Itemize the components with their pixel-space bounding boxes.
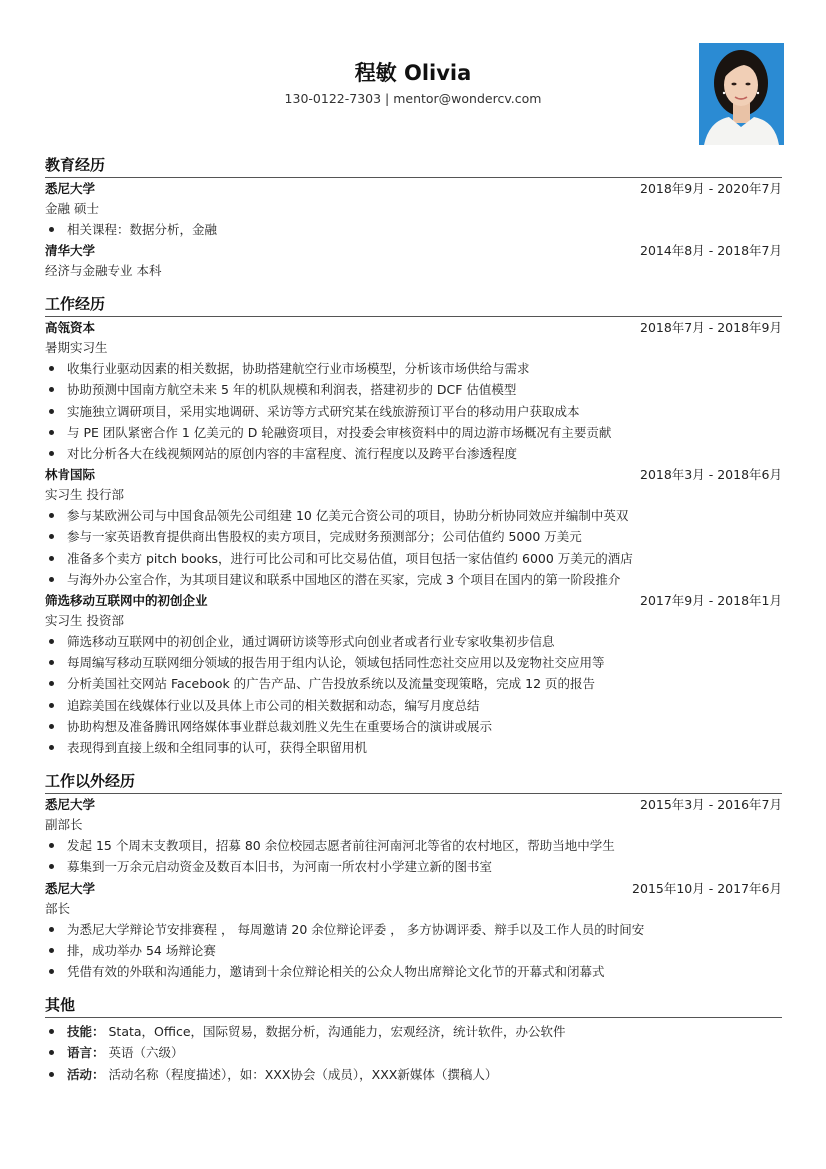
item-key: 活动： [67, 1066, 105, 1082]
list-item: 筛选移动互联网中的初创企业，通过调研访谈等形式向创业者或者行业专家收集初步信息 [45, 631, 782, 652]
company-name: 筛选移动互联网中的初创企业 [45, 593, 208, 609]
date-range: 2015年10月 - 2017年6月 [632, 880, 782, 896]
date-range: 2017年9月 - 2018年1月 [640, 593, 782, 609]
section-title: 工作经历 [45, 293, 782, 317]
bullet-list [45, 219, 782, 240]
activities-item [45, 1064, 782, 1085]
education-section [45, 154, 782, 281]
resume-content [45, 150, 782, 1085]
list-item: 追踪美国在线媒体行业以及具体上市公司的相关数据和动态，编写月度总结 [45, 695, 782, 716]
candidate-name: 程敏 Olivia [354, 61, 472, 85]
school-name: 清华大学 [45, 243, 96, 259]
other-list [45, 1021, 782, 1085]
work-entry [45, 317, 782, 464]
list-item: 与海外办公室合作，为其项目建议和联系中国地区的潜在买家，完成 3 个项目在国内的第一阶段推介 [45, 569, 782, 590]
profile-photo [699, 43, 784, 145]
list-item: 与 PE 团队紧密合作 1 亿美元的 D 轮融资项目，对投委会审核资料中的周边游市场概况有主要贡献 [45, 422, 782, 443]
extracurricular-section [45, 770, 782, 982]
organization-name: 悉尼大学 [45, 797, 96, 813]
position-title: 副部长 [45, 817, 83, 833]
date-range: 2018年9月 - 2020年7月 [640, 181, 782, 196]
degree: 金融 硕士 [45, 201, 99, 216]
organization-name: 悉尼大学 [45, 880, 96, 896]
item-key: 技能： [67, 1024, 105, 1040]
work-entry [45, 590, 782, 758]
list-item: 参与一家英语教育提供商出售股权的卖方项目，完成财务预测部分；公司估值约 5000 万美元 [45, 526, 782, 547]
list-item: 每周编写移动互联网细分领域的报告用于组内认论，领域包括同性恋社交应用以及宠物社交应用等 [45, 652, 782, 673]
item-key: 语言： [67, 1045, 105, 1061]
list-item: 相关课程：数据分析，金融 [45, 219, 782, 240]
bullet-list [45, 835, 782, 877]
skills-item [45, 1021, 782, 1042]
company-name: 林肯国际 [45, 467, 96, 483]
date-range: 2018年7月 - 2018年9月 [640, 320, 782, 336]
job-title: 实习生 投资部 [45, 613, 124, 629]
degree: 经济与金融专业 本科 [45, 263, 162, 279]
list-item: 为悉尼大学辩论节安排赛程 ， 每周邀请 20 余位辩论评委 ， 多方协调评委、辩手以及工作人员的时间安 [45, 919, 782, 940]
bullet-list [45, 505, 782, 590]
bullet-list [45, 358, 782, 464]
company-name: 高瓴资本 [45, 320, 96, 336]
section-title: 工作以外经历 [45, 770, 782, 794]
list-item: 表现得到直接上级和全组同事的认可，获得全职留用机 [45, 737, 782, 758]
list-item: 凭借有效的外联和沟通能力，邀请到十余位辩论相关的公众人物出席辩论文化节的开幕式和闭幕式 [45, 961, 782, 982]
education-entry [45, 240, 782, 281]
extracurricular-entry [45, 878, 782, 983]
list-item: 收集行业驱动因素的相关数据，协助搭建航空行业市场模型，分析该市场供给与需求 [45, 358, 782, 379]
work-entry [45, 464, 782, 590]
item-value: Stata，Office，国际贸易，数据分析，沟通能力，宏观经济，统计软件，办公软件 [104, 1024, 566, 1040]
list-item: 分析美国社交网站 Facebook 的广告产品、广告投放系统以及流量变现策略，完成 12 页的报告 [45, 673, 782, 694]
list-item: 排，成功举办 54 场辩论赛 [45, 940, 782, 961]
date-range: 2014年8月 - 2018年7月 [640, 243, 782, 259]
job-title: 实习生 投行部 [45, 487, 124, 503]
education-entry [45, 178, 782, 240]
extracurricular-entry [45, 794, 782, 877]
job-title: 暑期实习生 [45, 340, 108, 356]
bullet-list [45, 631, 782, 758]
list-item: 准备多个卖方 pitch books，进行可比公司和可比交易估值，项目包括一家估值约 6000 万美元的酒店 [45, 548, 782, 569]
bullet-list [45, 919, 782, 983]
item-value: 活动名称（程度描述），如：XXX协会（成员），XXX新媒体（撰稿人） [104, 1066, 498, 1082]
portrait-image [699, 43, 784, 145]
section-title: 其他 [45, 994, 782, 1018]
item-value: 英语（六级） [104, 1045, 184, 1061]
other-section [45, 994, 782, 1085]
list-item: 参与某欧洲公司与中国食品领先公司组建 10 亿美元合资公司的项目，协助分析协同效应并编制中英双 [45, 505, 782, 526]
contact-info: 130-0122-7303 | mentor@wondercv.com [284, 91, 542, 106]
list-item: 协助预测中国南方航空未来 5 年的机队规模和利润表，搭建初步的 DCF 估值模型 [45, 379, 782, 400]
school-name: 悉尼大学 [45, 181, 96, 196]
list-item: 募集到一万余元启动资金及数百本旧书，为河南一所农村小学建立新的图书室 [45, 856, 782, 877]
position-title: 部长 [45, 900, 71, 916]
languages-item [45, 1042, 782, 1063]
list-item: 对比分析各大在线视频网站的原创内容的丰富程度、流行程度以及跨平台渗透程度 [45, 443, 782, 464]
date-range: 2018年3月 - 2018年6月 [640, 467, 782, 483]
date-range: 2015年3月 - 2016年7月 [640, 797, 782, 813]
work-section [45, 293, 782, 758]
section-title: 教育经历 [45, 154, 782, 178]
list-item: 发起 15 个周末支教项目，招募 80 余位校园志愿者前往河南河北等省的农村地区，帮助当地中学生 [45, 835, 782, 856]
list-item: 协助构想及准备腾讯网络媒体事业群总裁刘胜义先生在重要场合的演讲或展示 [45, 716, 782, 737]
list-item: 实施独立调研项目，采用实地调研、采访等方式研究某在线旅游预订平台的移动用户获取成本 [45, 401, 782, 422]
